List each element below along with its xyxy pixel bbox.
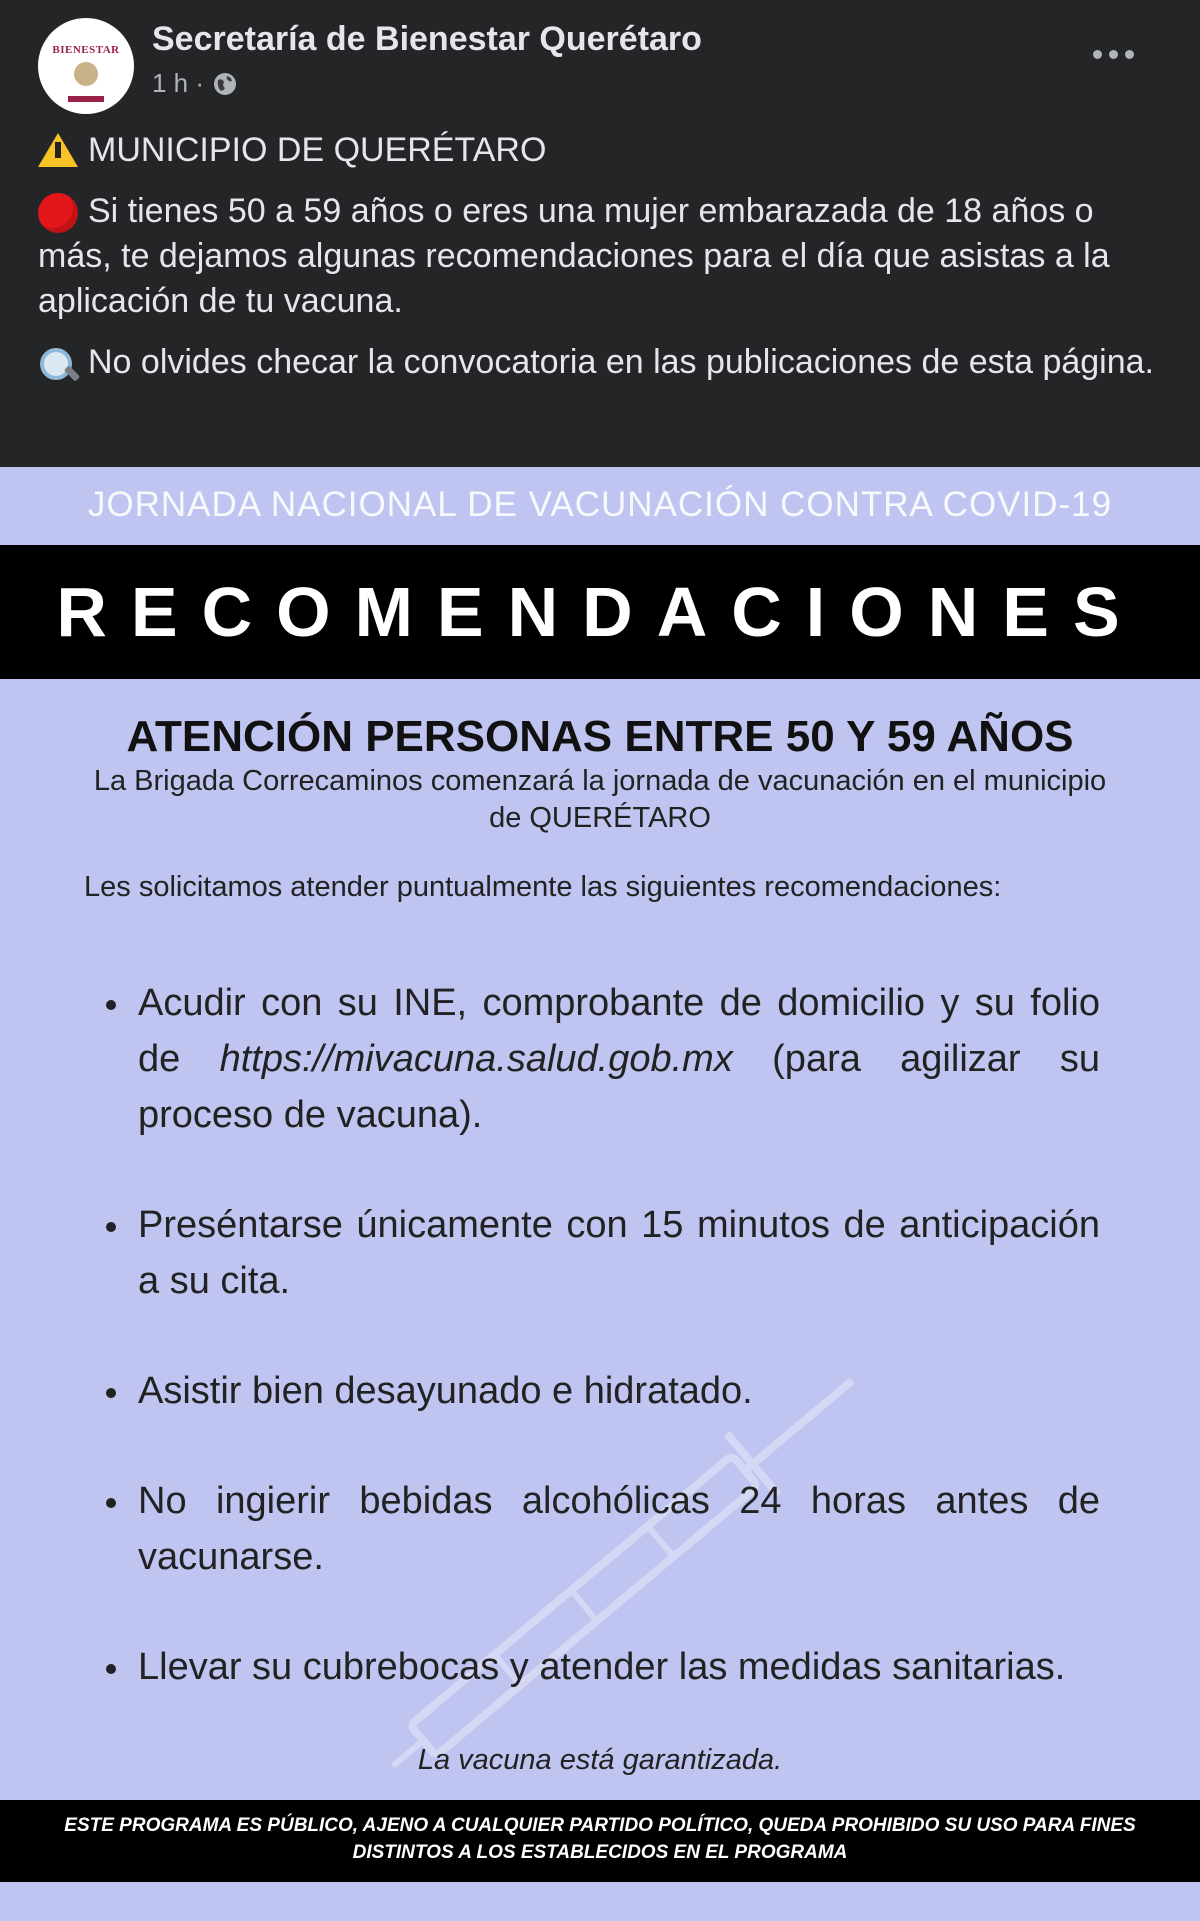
caption-line-1: [38, 128, 1163, 173]
poster-footer-text: ESTE PROGRAMA ES PÚBLICO, AJENO A CUALQUIER PARTIDO POLÍTICO, QUEDA PROHIBIDO SU USO PARA FINES DISTINTOS A LOS ESTABLECIDOS EN EL PROGRAMA: [64, 1815, 1136, 1863]
post-timestamp[interactable]: 1 h ·: [152, 68, 205, 98]
globe-icon[interactable]: [212, 71, 238, 97]
poster-title-band: [0, 545, 1200, 679]
post-header: [0, 0, 1200, 120]
item-url: https://mivacuna.salud.gob.mx: [219, 1038, 733, 1080]
poster-subheading: La Brigada Correcaminos comenzará la jornada de vacunación en el municipio de QUERÉTARO: [93, 765, 1107, 834]
post-caption: [38, 128, 1163, 401]
caption-line-1-text: MUNICIPIO DE QUERÉTARO: [88, 131, 547, 169]
poster-campaign-title: JORNADA NACIONAL DE VACUNACIÓN CONTRA COVID-19: [87, 485, 1113, 524]
list-item: Asistir bien desayunado e hidratado.: [100, 1363, 1100, 1419]
more-options-icon[interactable]: [1093, 42, 1141, 66]
poster-guarantee: La vacuna está garantizada.: [417, 1744, 783, 1776]
more-dot: [1093, 50, 1102, 59]
caption-line-2-text: Si tienes 50 a 59 años o eres una mujer embarazada de 18 años o más, te dejamos algunas recomendaciones para el día que asistas a la aplicación de tu vacuna.: [38, 192, 1110, 320]
poster-title: RECOMENDACIONES: [56, 573, 1144, 651]
post-image-poster[interactable]: [0, 467, 1200, 1921]
page-name-link[interactable]: Secretaría de Bienestar Querétaro: [152, 20, 702, 58]
poster-heading: ATENCIÓN PERSONAS ENTRE 50 Y 59 AÑOS: [126, 712, 1074, 761]
page-avatar[interactable]: [38, 18, 134, 114]
red-circle-icon: [38, 193, 78, 233]
poster-intro: Les solicitamos atender puntualmente las siguientes recomendaciones:: [84, 871, 1002, 903]
warning-icon: [38, 133, 78, 167]
item-text: (para agilizar su proceso de vacuna).: [138, 1038, 1100, 1136]
seal-icon: [74, 62, 98, 86]
post-meta: [152, 68, 238, 99]
caption-line-2: [38, 189, 1163, 324]
recommendations-list: [100, 975, 1100, 1749]
list-item: Llevar su cubrebocas y atender las medidas sanitarias.: [100, 1639, 1100, 1695]
more-dot: [1125, 50, 1134, 59]
more-dot: [1109, 50, 1118, 59]
caption-line-3-text: No olvides checar la convocatoria en las publicaciones de esta página.: [88, 343, 1154, 381]
item-text: Acudir con su INE, comprobante de domicilio y su folio de: [138, 982, 1100, 1080]
poster-footer-band: [0, 1800, 1200, 1882]
avatar-bar: [68, 96, 104, 102]
list-item: [100, 975, 1100, 1143]
avatar-logo-text: BIENESTAR: [52, 44, 120, 56]
list-item: No ingierir bebidas alcohólicas 24 horas antes de vacunarse.: [100, 1473, 1100, 1585]
list-item: Preséntarse únicamente con 15 minutos de anticipación a su cita.: [100, 1197, 1100, 1309]
magnifier-icon: [38, 344, 78, 384]
caption-line-3: [38, 340, 1163, 385]
